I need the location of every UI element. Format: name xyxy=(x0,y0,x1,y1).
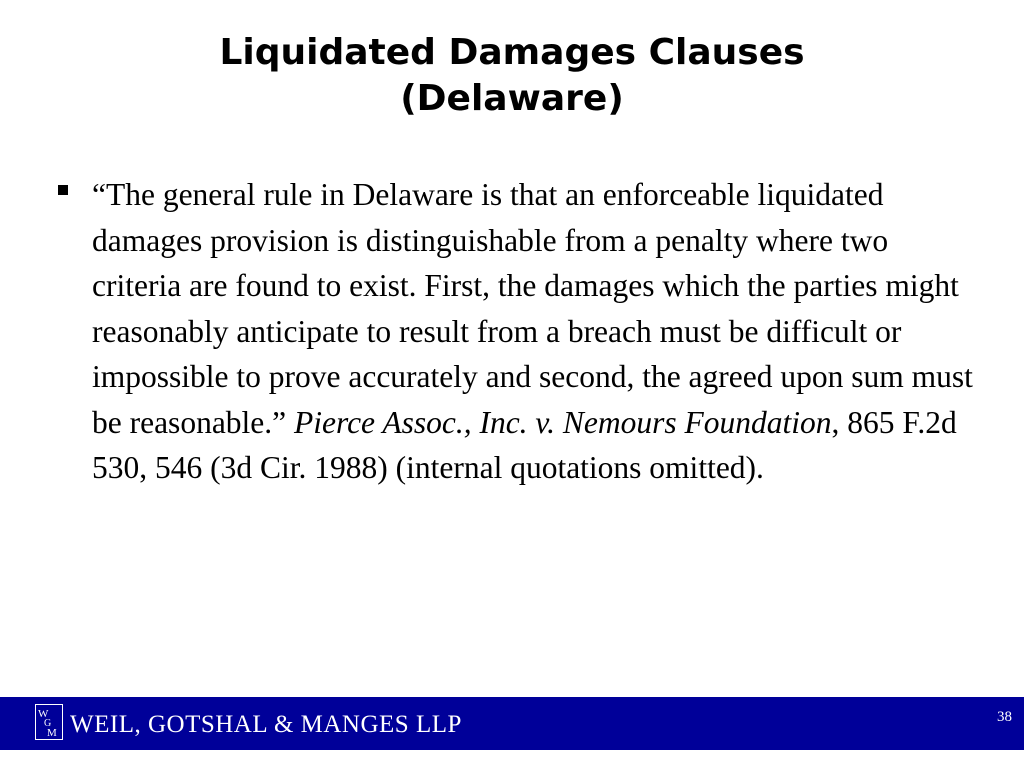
slide-body xyxy=(58,172,978,491)
case-name: Pierce Assoc., Inc. v. Nemours Foundation xyxy=(294,404,832,440)
square-bullet-icon xyxy=(58,185,68,195)
svg-text:W: W xyxy=(38,708,49,720)
quote-text: “The general rule in Delaware is that an enforceable liquidated damages provision is distinguishable from a penalty where two criteria are found to exist. First, the damages which the parties might reasonably anticipate to result from a breach must be difficult or impossible to prove accurately and second, the agreed upon sum must be reasonable.” xyxy=(92,177,973,440)
bullet-item xyxy=(58,172,978,491)
footer-bar xyxy=(0,697,1024,750)
firm-name: WEIL, GOTSHAL & MANGES LLP xyxy=(70,711,462,738)
svg-text:G: G xyxy=(44,718,52,729)
wgm-logo-icon xyxy=(35,704,63,740)
svg-text:M: M xyxy=(47,727,57,738)
title-line-1: Liquidated Damages Clauses xyxy=(219,32,805,73)
bottom-margin xyxy=(0,750,1024,768)
page-number: 38 xyxy=(997,709,1012,725)
citation-text: , 865 F.2d 530, 546 (3d Cir. 1988) (internal quotations omitted). xyxy=(92,404,957,485)
slide-title xyxy=(0,30,1024,122)
bullet-text xyxy=(92,177,973,485)
title-line-2: (Delaware) xyxy=(400,78,624,119)
